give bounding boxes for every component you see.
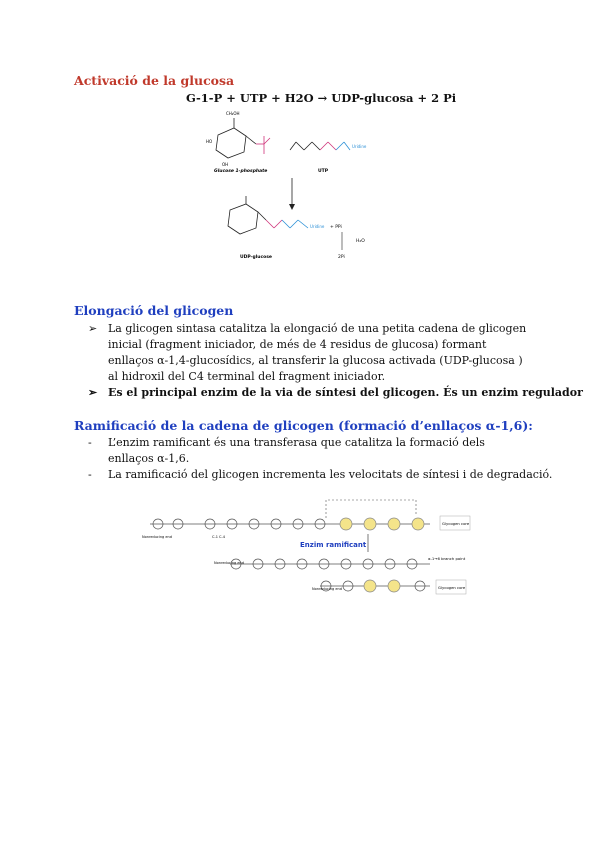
arrow-bullet-icon: ➢ <box>88 386 98 399</box>
utp-structure <box>290 142 320 150</box>
two-pi-label: 2Pi <box>338 255 345 260</box>
section-heading-activation: Activació de la glucosa <box>74 73 235 88</box>
uridine-label-2: Uridine <box>310 224 325 229</box>
activation-equation: G-1-P + UTP + H2O → UDP-glucosa + 2 Pi <box>186 91 457 105</box>
nonreducing-end-label-3: Nonreducing end <box>312 587 342 591</box>
glucose-1-phosphate-structure <box>216 118 256 158</box>
list-item <box>88 467 553 483</box>
dash-bullet: - <box>88 468 92 481</box>
dash-bullet: - <box>88 436 92 449</box>
water-label: H₂O <box>356 239 365 244</box>
list-item-text: L’enzim ramificant és una transferasa que catalitza la formació dels enllaços α-1,6. <box>108 436 485 465</box>
section-heading-branching: Ramificació de la cadena de glicogen (formació d’enllaços α-1,6): <box>74 418 533 433</box>
glycogen-chain-row2 <box>230 559 430 569</box>
list-item-text: La ramificació del glicogen incrementa les velocitats de síntesi i de degradació. <box>108 468 553 481</box>
list-item <box>88 321 528 385</box>
glucose-1-phosphate-label: Glucose 1-phosphate <box>214 169 268 174</box>
glycogen-core-label-2: Glycogen core <box>438 585 466 590</box>
carbon-label: C-1 C-4 <box>212 535 225 539</box>
udp-glucose-reaction-diagram <box>200 110 390 270</box>
udp-glucose-label: UDP-glucose <box>240 255 272 260</box>
svg-text:HO: HO <box>206 139 213 144</box>
glycogen-core-label-1: Glycogen core <box>442 521 470 526</box>
ppi-label: + PPi <box>330 225 342 230</box>
list-item-text: La glicogen sintasa catalitza la elongació de una petita cadena de glicogen inicial (fragment iniciador, de més de 4 residus de glucosa) formant enllaços α-1,4-glucosídics, al transferir la glucosa activada (UDP-glucosa ) al hidroxil del C4 terminal del fragment iniciador. <box>108 322 527 383</box>
section-heading-elongation: Elongació del glicogen <box>74 303 234 318</box>
udp-glucose-structure <box>228 196 266 234</box>
uridine-label-1: Uridine <box>352 144 367 149</box>
nonreducing-end-label-2: Nonreducing end <box>214 561 244 565</box>
branching-enzyme-label: Enzim ramificant <box>300 541 367 549</box>
nonreducing-end-label-1: Nonreducing end <box>142 535 172 539</box>
list-item-text: Es el principal enzim de la via de síntesi del glicogen. És un enzim regulador <box>108 386 583 399</box>
svg-text:OH: OH <box>222 162 229 167</box>
utp-label: UTP <box>318 169 329 174</box>
list-item <box>88 435 528 467</box>
list-item <box>88 385 583 401</box>
arrow-bullet-icon: ➢ <box>88 322 98 335</box>
phosphate-group-1 <box>256 136 270 154</box>
branch-point-label: α-1→6 branch point <box>428 556 466 561</box>
svg-text:CH₂OH: CH₂OH <box>226 111 240 116</box>
branching-enzyme-diagram <box>140 494 476 606</box>
